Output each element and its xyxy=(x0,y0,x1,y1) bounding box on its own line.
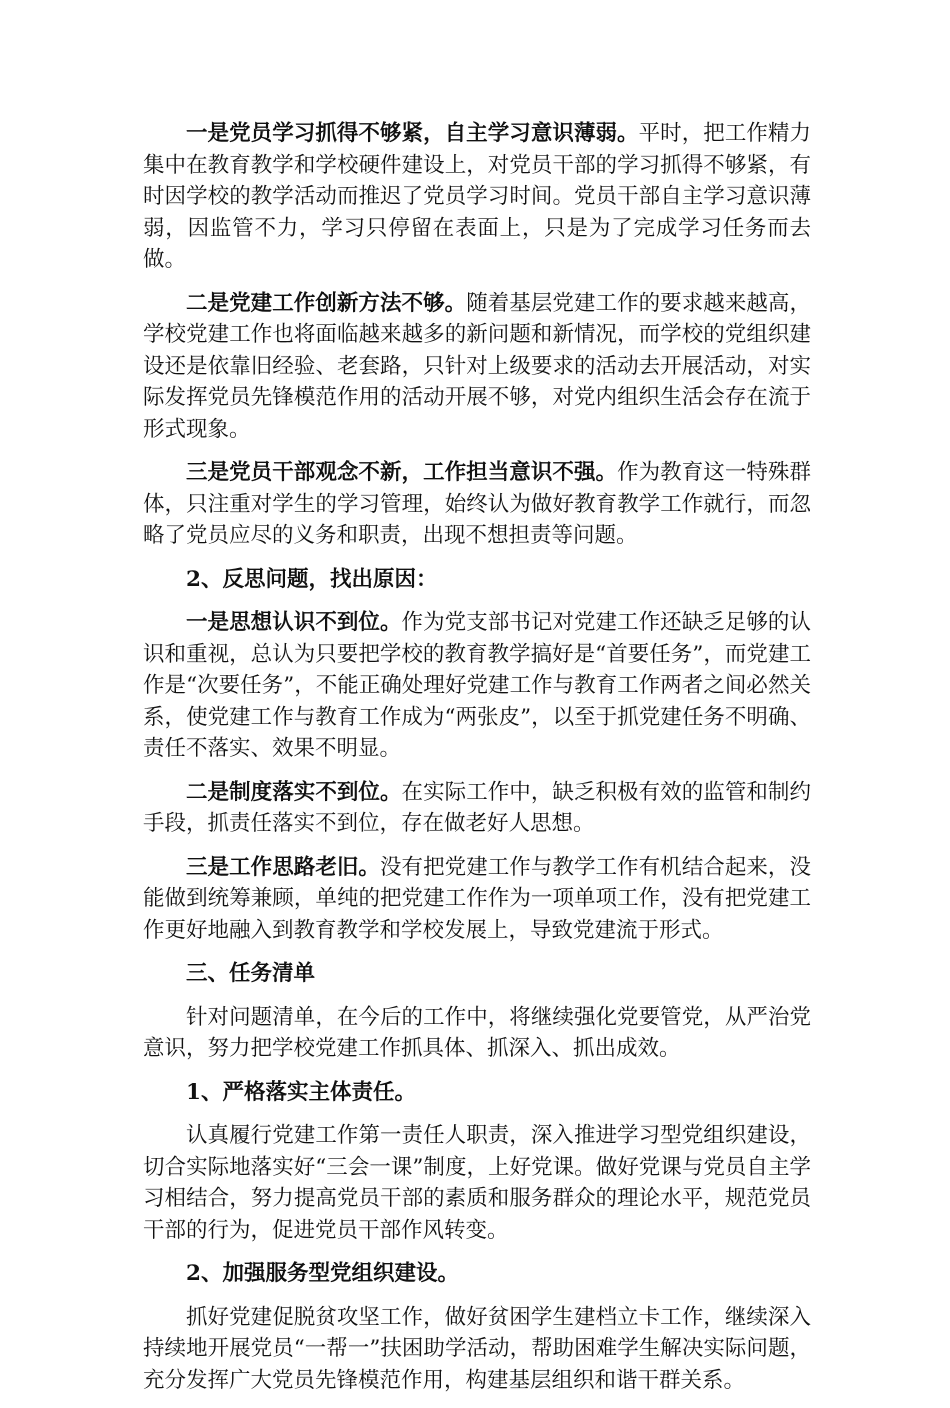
paragraph-body: 随着基层党建工作的要求越来越高，学校党建工作也将面临越来越多的新问题和新情况，而学校的党组织建设还是依靠旧经验、老套路，只针对上级要求的活动去开展活动，对实际发挥党员先锋模范作用的活动开展不够，对党内组织生活会存在流于形式现象。 xyxy=(143,290,811,442)
paragraph-lead: 二是制度落实不到位。 xyxy=(186,779,402,805)
paragraph-task-intro xyxy=(143,1002,811,1065)
paragraph-lead: 一是党员学习抓得不够紧，自主学习意识薄弱。 xyxy=(186,121,639,146)
paragraph-body: 平时，把工作精力集中在教育教学和学校硬件建设上，对党员干部的学习抓得不够紧，有时因学校的教学活动而推迟了党员学习时间。党员干部自主学习意识薄弱，因监管不力，学习只停留在表面上，只是为了完成学习任务而去做。 xyxy=(143,121,811,272)
paragraph-system xyxy=(143,777,811,840)
paragraph-service-org xyxy=(143,1302,811,1397)
paragraph-lead: 三是工作思路老旧。 xyxy=(186,854,380,880)
paragraph-body: 针对问题清单，在今后的工作中，将继续强化党要管党，从严治党意识，努力把学校党建工作抓具体、抓深入、抓出成效。 xyxy=(143,1004,811,1061)
section-heading-task-list: 三、任务清单 xyxy=(186,961,316,986)
section-heading-reflection: 2、反思问题，找出原因： xyxy=(186,566,438,592)
paragraph-lead: 一是思想认识不到位。 xyxy=(186,610,402,635)
paragraph-lead: 三是党员干部观念不新，工作担当意识不强。 xyxy=(186,460,618,485)
paragraph-responsibility xyxy=(143,1120,811,1246)
paragraph-body: 没有把党建工作与教学工作有机结合起来，没能做到统筹兼顾，单纯的把党建工作作为一项单项工作，没有把党建工作更好地融入到教育教学和学校发展上，导致党建流于形式。 xyxy=(143,854,811,943)
section-heading-responsibility: 1、严格落实主体责任。 xyxy=(186,1079,416,1105)
paragraph-study-weakness xyxy=(143,118,811,276)
paragraph-body: 认真履行党建工作第一责任人职责，深入推进学习型党组织建设，切合实际地落实好“三会一课”制度，上好党课。做好党课与党员自主学习相结合，努力提高党员干部的素质和服务群众的理论水平，规范党员干部的行为，促进党员干部作风转变。 xyxy=(143,1123,811,1243)
paragraph-body: 抓好党建促脱贫攻坚工作，做好贫困学生建档立卡工作，继续深入持续地开展党员“一帮一”扶困助学活动，帮助困难学生解决实际问题，充分发挥广大党员先锋模范作用，构建基层组织和谐干群关系。 xyxy=(143,1304,811,1393)
paragraph-innovation-lacking xyxy=(143,288,811,446)
paragraph-body: 作为教育这一特殊群体，只注重对学生的学习管理，始终认为做好教育教学工作就行，而忽略了党员应尽的义务和职责，出现不想担责等问题。 xyxy=(143,460,811,548)
document-page xyxy=(143,118,811,1408)
paragraph-awareness xyxy=(143,607,811,765)
section-heading-service-org: 2、加强服务型党组织建设。 xyxy=(186,1261,459,1286)
paragraph-body: 作为党支部书记对党建工作还缺乏足够的认识和重视，总认为只要把学校的教育教学搞好是“首要任务”，而党建工作是“次要任务”，不能正确处理好党建工作与教育工作两者之间必然关系，使党建工作与教育工作成为“两张皮”，以至于抓党建任务不明确、责任不落实、效果不明显。 xyxy=(143,610,811,761)
paragraph-concept-outdated xyxy=(143,457,811,552)
paragraph-body: 在实际工作中，缺乏积极有效的监管和制约手段，抓责任落实不到位，存在做老好人思想。 xyxy=(143,779,811,836)
paragraph-lead: 二是党建工作创新方法不够。 xyxy=(186,290,467,316)
paragraph-approach xyxy=(143,852,811,947)
